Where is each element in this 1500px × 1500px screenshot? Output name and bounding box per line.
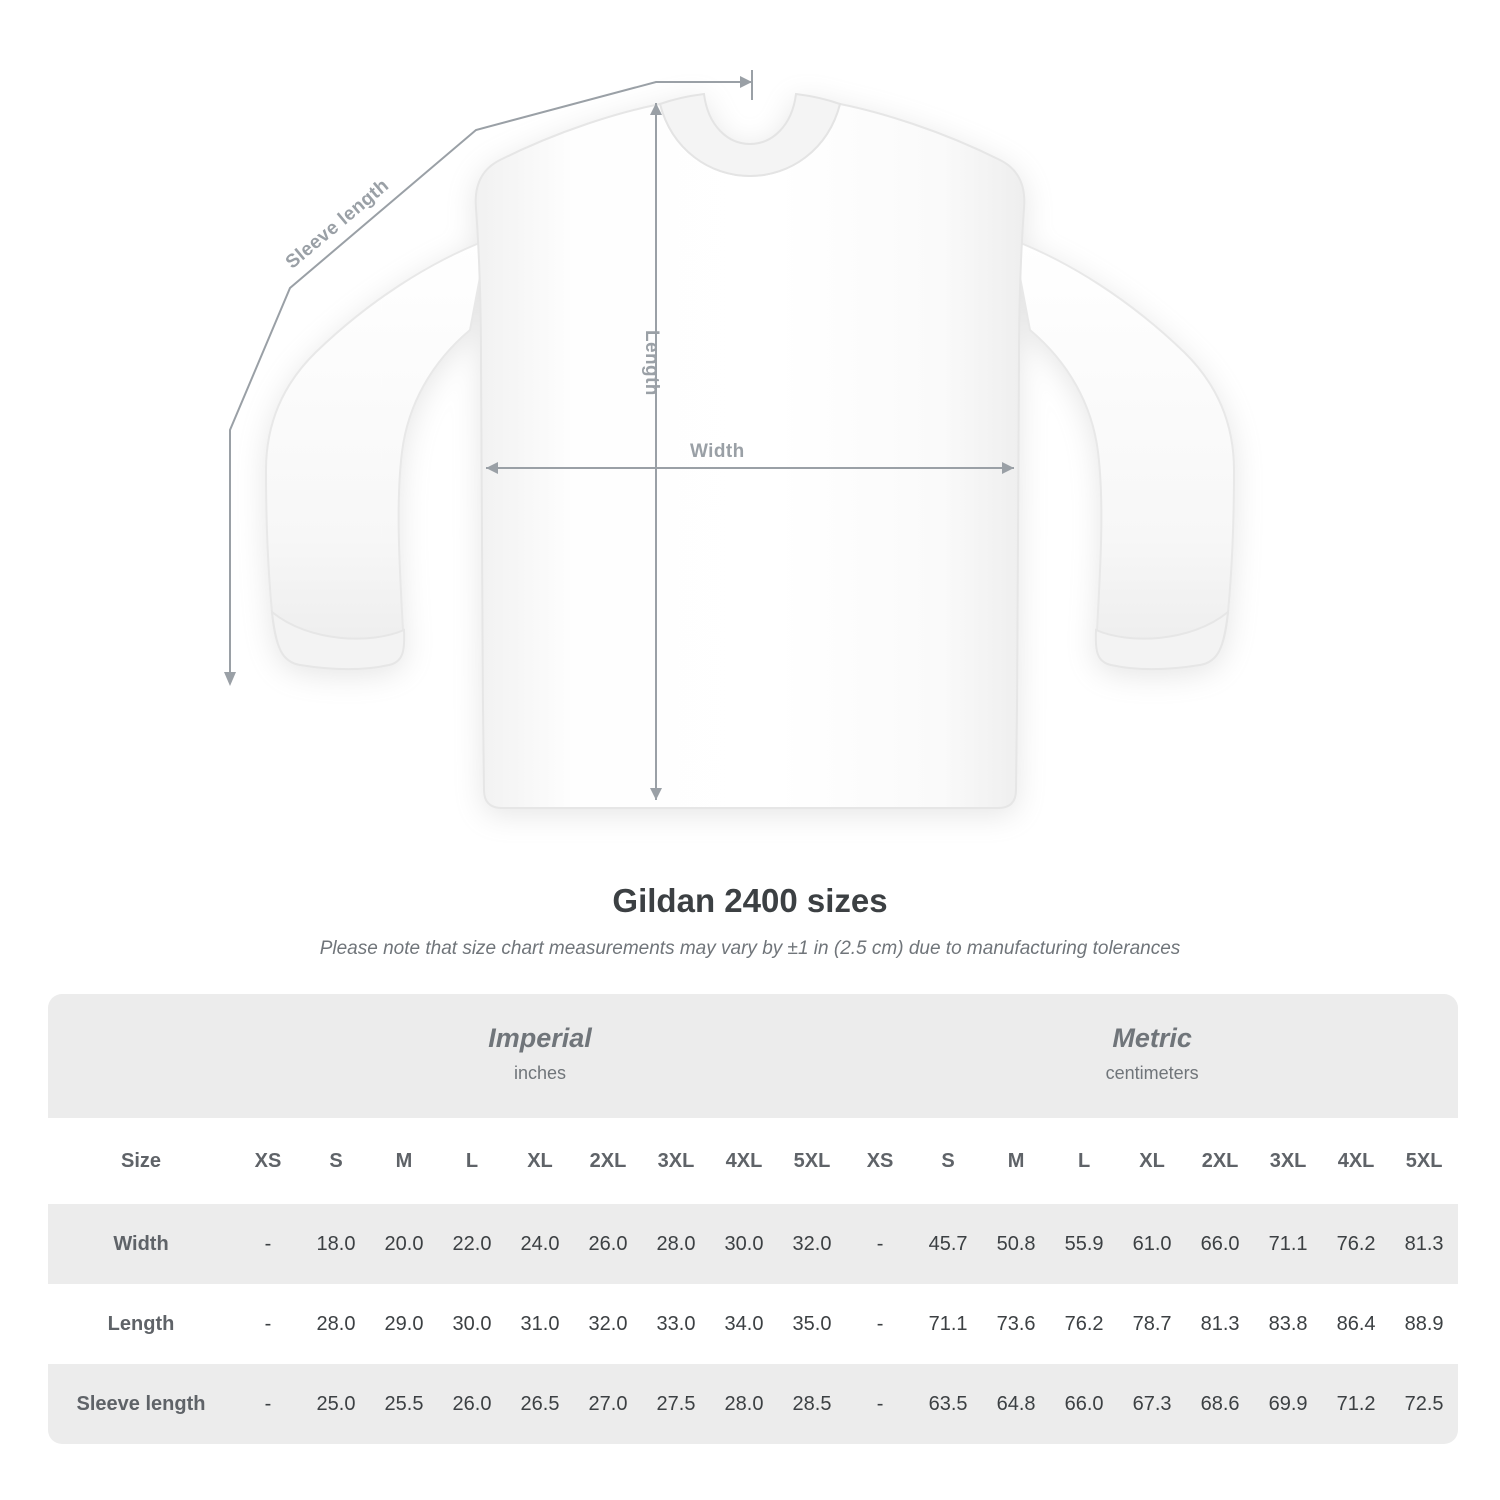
- cell-sleeve-metric-2xl: 68.6: [1186, 1364, 1254, 1444]
- unit-header-row: [48, 994, 1458, 1118]
- unit-name-metric: Metric: [1112, 1023, 1192, 1054]
- header-metric-4xl: 4XL: [1322, 1118, 1390, 1204]
- cell-length-metric-xl: 78.7: [1118, 1284, 1186, 1364]
- header-metric-xl: XL: [1118, 1118, 1186, 1204]
- cell-width-metric-s: 45.7: [914, 1204, 982, 1284]
- unit-header-spacer: [48, 994, 234, 1118]
- header-metric-l: L: [1050, 1118, 1118, 1204]
- length-dimension-label: Length: [641, 330, 662, 396]
- cell-sleeve-imperial-3xl: 27.5: [642, 1364, 710, 1444]
- header-imperial-5xl: 5XL: [778, 1118, 846, 1204]
- cell-sleeve-metric-xs: -: [846, 1364, 914, 1444]
- cell-length-imperial-4xl: 34.0: [710, 1284, 778, 1364]
- header-imperial-2xl: 2XL: [574, 1118, 642, 1204]
- cell-width-imperial-4xl: 30.0: [710, 1204, 778, 1284]
- cell-length-metric-3xl: 83.8: [1254, 1284, 1322, 1364]
- header-imperial-xs: XS: [234, 1118, 302, 1204]
- cell-length-metric-2xl: 81.3: [1186, 1284, 1254, 1364]
- header-metric-5xl: 5XL: [1390, 1118, 1458, 1204]
- page-title: Gildan 2400 sizes: [612, 882, 888, 919]
- cell-width-imperial-xs: -: [234, 1204, 302, 1284]
- cell-length-metric-m: 73.6: [982, 1284, 1050, 1364]
- cell-sleeve-metric-5xl: 72.5: [1390, 1364, 1458, 1444]
- cell-sleeve-imperial-2xl: 27.0: [574, 1364, 642, 1444]
- cell-width-metric-xl: 61.0: [1118, 1204, 1186, 1284]
- cell-length-metric-xs: -: [846, 1284, 914, 1364]
- cell-sleeve-metric-4xl: 71.2: [1322, 1364, 1390, 1444]
- shirt-shape: [266, 94, 1234, 808]
- unit-header-imperial: [234, 994, 846, 1118]
- row-label-width: Width: [48, 1204, 234, 1284]
- cell-length-imperial-l: 30.0: [438, 1284, 506, 1364]
- cell-length-metric-s: 71.1: [914, 1284, 982, 1364]
- chart-subtitle: Please note that size chart measurements may vary by ±1 in (2.5 cm) due to manufacturing tolerances: [319, 938, 1181, 959]
- width-dimension-label: Width: [690, 441, 745, 462]
- header-imperial-3xl: 3XL: [642, 1118, 710, 1204]
- cell-sleeve-imperial-5xl: 28.5: [778, 1364, 846, 1444]
- header-metric-xs: XS: [846, 1118, 914, 1204]
- cell-length-imperial-xl: 31.0: [506, 1284, 574, 1364]
- cell-length-metric-l: 76.2: [1050, 1284, 1118, 1364]
- cell-sleeve-metric-s: 63.5: [914, 1364, 982, 1444]
- cell-width-imperial-m: 20.0: [370, 1204, 438, 1284]
- cell-length-imperial-s: 28.0: [302, 1284, 370, 1364]
- cell-length-imperial-m: 29.0: [370, 1284, 438, 1364]
- cell-width-metric-4xl: 76.2: [1322, 1204, 1390, 1284]
- cell-sleeve-metric-3xl: 69.9: [1254, 1364, 1322, 1444]
- cell-sleeve-imperial-4xl: 28.0: [710, 1364, 778, 1444]
- cell-width-imperial-2xl: 26.0: [574, 1204, 642, 1284]
- sleeve-length-dimension-label: Sleeve length: [281, 175, 394, 274]
- cell-width-imperial-xl: 24.0: [506, 1204, 574, 1284]
- cell-length-metric-5xl: 88.9: [1390, 1284, 1458, 1364]
- header-metric-s: S: [914, 1118, 982, 1204]
- cell-length-imperial-3xl: 33.0: [642, 1284, 710, 1364]
- cell-sleeve-metric-xl: 67.3: [1118, 1364, 1186, 1444]
- header-imperial-l: L: [438, 1118, 506, 1204]
- table-row: [48, 1284, 1458, 1364]
- cell-length-metric-4xl: 86.4: [1322, 1284, 1390, 1364]
- cell-width-imperial-3xl: 28.0: [642, 1204, 710, 1284]
- table-row: [48, 1204, 1458, 1284]
- cell-width-metric-l: 55.9: [1050, 1204, 1118, 1284]
- table-row: [48, 1364, 1458, 1444]
- header-metric-m: M: [982, 1118, 1050, 1204]
- unit-sub-metric: centimeters: [1105, 1062, 1199, 1083]
- cell-sleeve-imperial-m: 25.5: [370, 1364, 438, 1444]
- cell-width-metric-xs: -: [846, 1204, 914, 1284]
- header-metric-2xl: 2XL: [1186, 1118, 1254, 1204]
- cell-width-imperial-5xl: 32.0: [778, 1204, 846, 1284]
- unit-header-metric: [846, 994, 1458, 1118]
- cell-sleeve-imperial-s: 25.0: [302, 1364, 370, 1444]
- cell-sleeve-imperial-xl: 26.5: [506, 1364, 574, 1444]
- header-imperial-xl: XL: [506, 1118, 574, 1204]
- size-table-wrapper: [48, 994, 1452, 1444]
- header-imperial-s: S: [302, 1118, 370, 1204]
- header-imperial-m: M: [370, 1118, 438, 1204]
- cell-width-metric-3xl: 71.1: [1254, 1204, 1322, 1284]
- size-header-row: [48, 1118, 1458, 1204]
- cell-width-metric-5xl: 81.3: [1390, 1204, 1458, 1284]
- cell-sleeve-metric-m: 64.8: [982, 1364, 1050, 1444]
- cell-sleeve-metric-l: 66.0: [1050, 1364, 1118, 1444]
- cell-sleeve-imperial-l: 26.0: [438, 1364, 506, 1444]
- unit-name-imperial: Imperial: [488, 1023, 592, 1054]
- size-chart-table: [48, 994, 1458, 1444]
- cell-width-imperial-l: 22.0: [438, 1204, 506, 1284]
- unit-sub-imperial: inches: [514, 1062, 567, 1083]
- chart-title-block: [0, 882, 1500, 960]
- cell-width-metric-2xl: 66.0: [1186, 1204, 1254, 1284]
- header-metric-3xl: 3XL: [1254, 1118, 1322, 1204]
- row-label-length: Length: [48, 1284, 234, 1364]
- cell-length-imperial-xs: -: [234, 1284, 302, 1364]
- header-imperial-4xl: 4XL: [710, 1118, 778, 1204]
- row-label-sleeve-length: Sleeve length: [48, 1364, 234, 1444]
- cell-width-metric-m: 50.8: [982, 1204, 1050, 1284]
- cell-sleeve-imperial-xs: -: [234, 1364, 302, 1444]
- cell-length-imperial-5xl: 35.0: [778, 1284, 846, 1364]
- cell-width-imperial-s: 18.0: [302, 1204, 370, 1284]
- cell-length-imperial-2xl: 32.0: [574, 1284, 642, 1364]
- header-size-label: Size: [48, 1118, 234, 1204]
